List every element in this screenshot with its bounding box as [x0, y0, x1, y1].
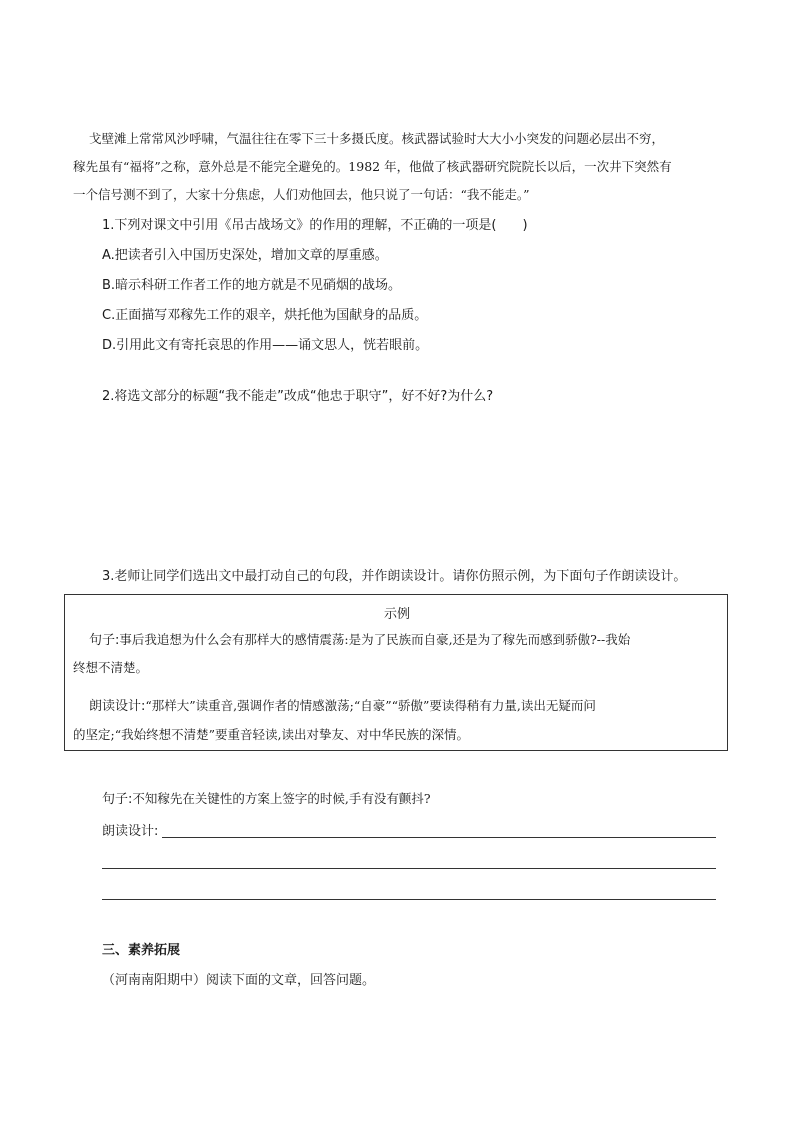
section-3-heading: 三、素养拓展	[102, 943, 181, 958]
example-sentence-continued: 终想不清楚。	[73, 660, 149, 675]
question-2-stem: 2.将选文部分的标题“我不能走”改成“他忠于职守”，好不好?为什么?	[102, 389, 494, 404]
question-1-stem: 1.下列对课文中引用《吊古战场文》的作用的理解，不正确的一项是( )	[102, 218, 528, 233]
question-1-option-c: C.正面描写邓稼先工作的艰辛，烘托他为国献身的品质。	[102, 308, 428, 323]
question-1-option-d: D.引用此文有寄托哀思的作用——诵文思人，恍若眼前。	[102, 338, 429, 353]
example-design-continued: 的坚定;“我始终想不清楚”要重音轻读,读出对挚友、对中华民族的深情。	[73, 727, 469, 742]
passage-line-2: 稼先虽有“福将”之称，意外总是不能完全避免的。1982 年，他做了核武器研究院院长以后，一次井下突然有	[73, 159, 672, 174]
task-sentence	[102, 790, 431, 809]
question-1-option-a: A.把读者引入中国历史深处，增加文章的厚重感。	[102, 248, 388, 263]
example-design-text: “那样大”读重音,强调作者的情感激荡;“自豪”“骄傲”要读得稍有力量,读出无疑而问	[145, 698, 596, 713]
answer-line-1[interactable]	[162, 837, 716, 838]
passage-line-1: 戈壁滩上常常风沙呼啸，气温往往在零下三十多摄氏度。核武器试验时大大小小突发的问题必层出不穷，	[89, 131, 665, 146]
task-sentence-text: 不知稼先在关键性的方案上签字的时候,手有没有颤抖?	[132, 791, 431, 806]
example-title: 示例	[383, 607, 410, 622]
example-box	[64, 594, 728, 751]
answer-line-2[interactable]	[102, 868, 716, 869]
example-sentence-text: 事后我追想为什么会有那样大的感情震荡:是为了民族而自豪,还是为了稼先而感到骄傲?--我始	[119, 632, 631, 647]
question-3-stem: 3.老师让同学们选出文中最打动自己的句段，并作朗读设计。请你仿照示例，为下面句子作朗读设计。	[102, 569, 687, 584]
task-sentence-label: 句子:	[102, 792, 133, 807]
passage-line-3: 一个信号测不到了，大家十分焦虑，人们劝他回去，他只说了一句话：“我不能走。”	[73, 187, 530, 202]
example-design-label: 朗读设计:	[89, 699, 146, 714]
section-3-intro: （河南南阳期中）阅读下面的文章，回答问题。	[102, 973, 376, 988]
example-sentence-label: 句子:	[89, 633, 120, 648]
answer-line-3[interactable]	[102, 899, 716, 900]
answer-design-label: 朗读设计:	[102, 824, 159, 839]
example-design	[89, 697, 596, 716]
question-1-option-b: B.暗示科研工作者工作的地方就是不见硝烟的战场。	[102, 278, 402, 293]
example-sentence	[89, 631, 630, 650]
